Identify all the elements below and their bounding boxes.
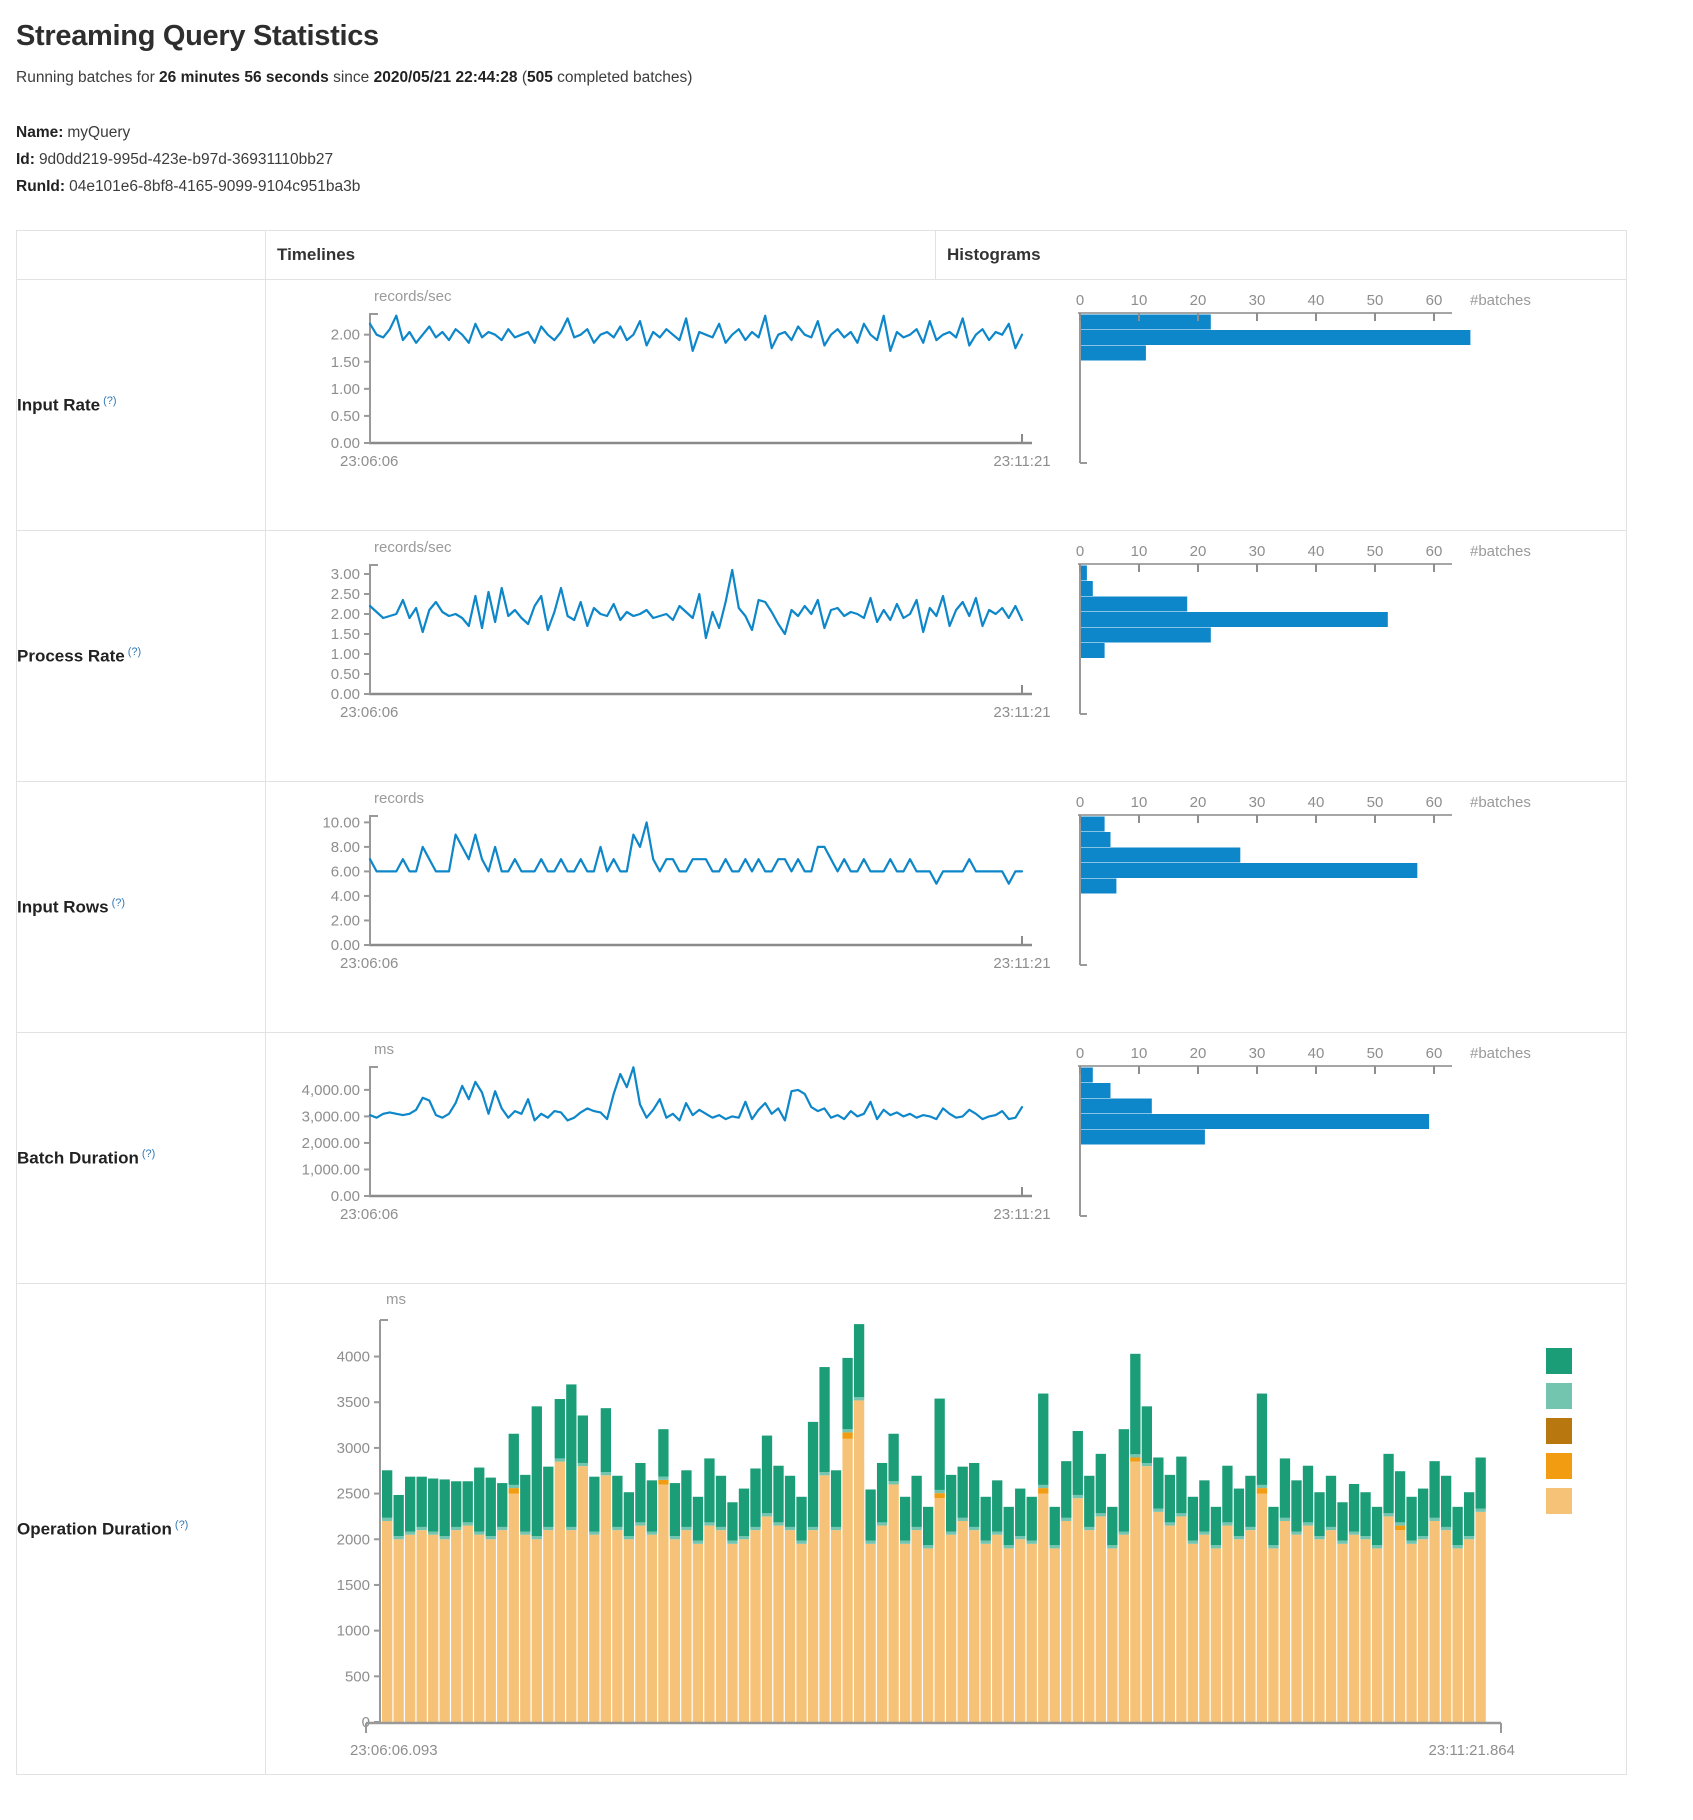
svg-text:1.00: 1.00 — [330, 380, 360, 398]
help-icon[interactable]: (?) — [174, 1518, 189, 1531]
summary-text: Running batches for — [16, 69, 160, 86]
svg-text:0: 0 — [1075, 794, 1085, 811]
svg-text:1.50: 1.50 — [330, 626, 360, 643]
batch-duration-charts — [266, 1033, 1605, 1283]
svg-text:40: 40 — [1307, 1045, 1325, 1062]
svg-text:8.00: 8.00 — [330, 838, 360, 856]
start-timestamp: 2020/05/21 22:44:28 — [373, 69, 518, 86]
svg-text:3.00: 3.00 — [330, 566, 360, 583]
svg-text:23:11:21: 23:11:21 — [993, 704, 1051, 721]
metric-label: Batch Duration — [17, 1148, 139, 1168]
svg-text:0.50: 0.50 — [330, 666, 360, 683]
running-batches-summary: Running batches for 26 minutes 56 seconds since 2020/05/21 22:44:28 (505 completed batches) — [16, 69, 693, 86]
table-row — [17, 280, 1627, 531]
svg-text:#batches: #batches — [1470, 794, 1531, 811]
help-icon[interactable]: (?) — [141, 1147, 156, 1160]
table-row — [17, 1284, 1627, 1775]
svg-text:#batches: #batches — [1470, 543, 1531, 560]
svg-text:20: 20 — [1189, 794, 1207, 811]
input-rate-label-cell — [17, 280, 266, 531]
name-label: Name: — [16, 124, 64, 141]
legend-swatch-series-orange — [1546, 1453, 1572, 1479]
query-runid-row — [16, 173, 1677, 200]
svg-text:0: 0 — [1075, 1045, 1085, 1062]
input-rows-charts — [266, 782, 1605, 1032]
svg-text:23:11:21: 23:11:21 — [993, 955, 1051, 972]
process-rate-label-cell — [17, 531, 266, 782]
operation-duration-label-cell — [17, 1284, 266, 1775]
svg-text:#batches: #batches — [1470, 292, 1531, 309]
metric-column-header — [17, 231, 266, 280]
svg-text:4000: 4000 — [336, 1348, 370, 1366]
svg-text:2.00: 2.00 — [330, 912, 360, 930]
svg-text:23:11:21.864: 23:11:21.864 — [1428, 1742, 1515, 1759]
svg-text:ms: ms — [386, 1291, 406, 1308]
legend-swatch-series-light-teal — [1546, 1383, 1572, 1409]
svg-text:0: 0 — [1075, 292, 1085, 309]
svg-text:records/sec: records/sec — [374, 539, 452, 556]
svg-text:30: 30 — [1248, 1045, 1266, 1062]
svg-text:50: 50 — [1366, 1045, 1384, 1062]
svg-text:2.00: 2.00 — [330, 606, 360, 623]
svg-text:#batches: #batches — [1470, 1045, 1531, 1062]
svg-text:4,000.00: 4,000.00 — [301, 1081, 360, 1099]
svg-text:50: 50 — [1366, 543, 1384, 560]
svg-text:3000: 3000 — [336, 1439, 370, 1457]
svg-text:20: 20 — [1189, 1045, 1207, 1062]
svg-text:2000: 2000 — [336, 1531, 370, 1549]
process-rate-charts — [266, 531, 1605, 781]
svg-text:10: 10 — [1130, 1045, 1148, 1062]
svg-text:0.00: 0.00 — [330, 435, 360, 452]
svg-text:2500: 2500 — [336, 1485, 370, 1503]
svg-text:20: 20 — [1189, 292, 1207, 309]
svg-text:ms: ms — [374, 1041, 394, 1058]
metric-label: Input Rate — [17, 395, 101, 415]
table-row — [17, 782, 1627, 1033]
legend-swatch-series-brown — [1546, 1418, 1572, 1444]
svg-text:23:06:06: 23:06:06 — [340, 955, 399, 972]
timelines-header: Timelines — [266, 231, 936, 280]
table-row — [17, 1033, 1627, 1284]
svg-text:0: 0 — [361, 1714, 370, 1731]
svg-text:2.50: 2.50 — [330, 586, 360, 603]
histograms-header: Histograms — [936, 231, 1627, 280]
query-name: myQuery — [67, 124, 131, 141]
svg-text:0.00: 0.00 — [330, 686, 360, 703]
statistics-table — [16, 230, 1627, 1775]
operation-duration-chart — [266, 1284, 1605, 1774]
svg-text:60: 60 — [1425, 543, 1443, 560]
svg-text:23:06:06: 23:06:06 — [340, 704, 399, 721]
svg-text:6.00: 6.00 — [330, 863, 360, 881]
svg-text:30: 30 — [1248, 292, 1266, 309]
svg-text:0.50: 0.50 — [330, 407, 360, 425]
input-rows-label-cell — [17, 782, 266, 1033]
svg-text:50: 50 — [1366, 292, 1384, 309]
svg-text:50: 50 — [1366, 794, 1384, 811]
svg-text:0: 0 — [1075, 543, 1085, 560]
help-icon[interactable]: (?) — [127, 645, 142, 658]
svg-text:1.50: 1.50 — [330, 353, 360, 371]
svg-text:0.00: 0.00 — [330, 1188, 360, 1205]
runid-label: RunId: — [16, 178, 66, 195]
svg-text:23:06:06: 23:06:06 — [340, 453, 399, 470]
running-duration: 26 minutes 56 seconds — [159, 69, 329, 86]
svg-text:3500: 3500 — [336, 1394, 370, 1412]
svg-text:2,000.00: 2,000.00 — [301, 1134, 360, 1152]
svg-text:30: 30 — [1248, 794, 1266, 811]
svg-text:1,000.00: 1,000.00 — [301, 1161, 360, 1179]
svg-text:60: 60 — [1425, 794, 1443, 811]
svg-text:records/sec: records/sec — [374, 288, 452, 305]
table-row — [17, 531, 1627, 782]
svg-text:records: records — [374, 790, 425, 807]
svg-text:3,000.00: 3,000.00 — [301, 1108, 360, 1126]
table-header-row — [17, 231, 1627, 280]
metric-label: Operation Duration — [17, 1519, 172, 1539]
svg-text:30: 30 — [1248, 543, 1266, 560]
svg-text:10: 10 — [1130, 794, 1148, 811]
help-icon[interactable]: (?) — [103, 394, 117, 407]
svg-text:23:11:21: 23:11:21 — [993, 1206, 1051, 1223]
svg-text:0.00: 0.00 — [330, 937, 360, 954]
svg-text:23:11:21: 23:11:21 — [993, 453, 1051, 470]
svg-text:23:06:06.093: 23:06:06.093 — [350, 1742, 438, 1759]
svg-text:40: 40 — [1307, 794, 1325, 811]
svg-text:10.00: 10.00 — [322, 814, 360, 832]
svg-text:60: 60 — [1425, 1045, 1443, 1062]
svg-text:10: 10 — [1130, 543, 1148, 560]
svg-text:4.00: 4.00 — [330, 887, 360, 905]
metric-label: Process Rate — [17, 646, 125, 666]
svg-text:1500: 1500 — [336, 1576, 370, 1594]
svg-text:500: 500 — [344, 1668, 370, 1686]
svg-text:1000: 1000 — [336, 1622, 370, 1640]
query-id: 9d0dd219-995d-423e-b97d-36931110bb27 — [38, 151, 334, 168]
page-title: Streaming Query Statistics — [16, 20, 379, 52]
query-runid: 04e101e6-8bf8-4165-9099-9104c951ba3b — [69, 178, 361, 195]
batch-duration-label-cell — [17, 1033, 266, 1284]
help-icon[interactable]: (?) — [111, 896, 126, 909]
query-name-row — [16, 119, 1677, 146]
query-info — [16, 119, 1677, 200]
input-rate-charts — [266, 280, 1605, 530]
svg-text:40: 40 — [1307, 292, 1325, 309]
svg-text:23:06:06: 23:06:06 — [340, 1206, 399, 1223]
svg-text:40: 40 — [1307, 543, 1325, 560]
completed-batches-count: 505 — [526, 69, 553, 86]
metric-label: Input Rows — [17, 897, 109, 917]
svg-text:60: 60 — [1425, 292, 1443, 309]
legend-swatch-series-tan — [1546, 1488, 1572, 1514]
query-id-row — [16, 146, 1677, 173]
id-label: Id: — [16, 151, 35, 168]
legend-swatch-series-green — [1546, 1348, 1572, 1374]
svg-text:2.00: 2.00 — [330, 326, 360, 344]
svg-text:1.00: 1.00 — [330, 646, 360, 663]
svg-text:10: 10 — [1130, 292, 1148, 309]
svg-text:20: 20 — [1189, 543, 1207, 560]
